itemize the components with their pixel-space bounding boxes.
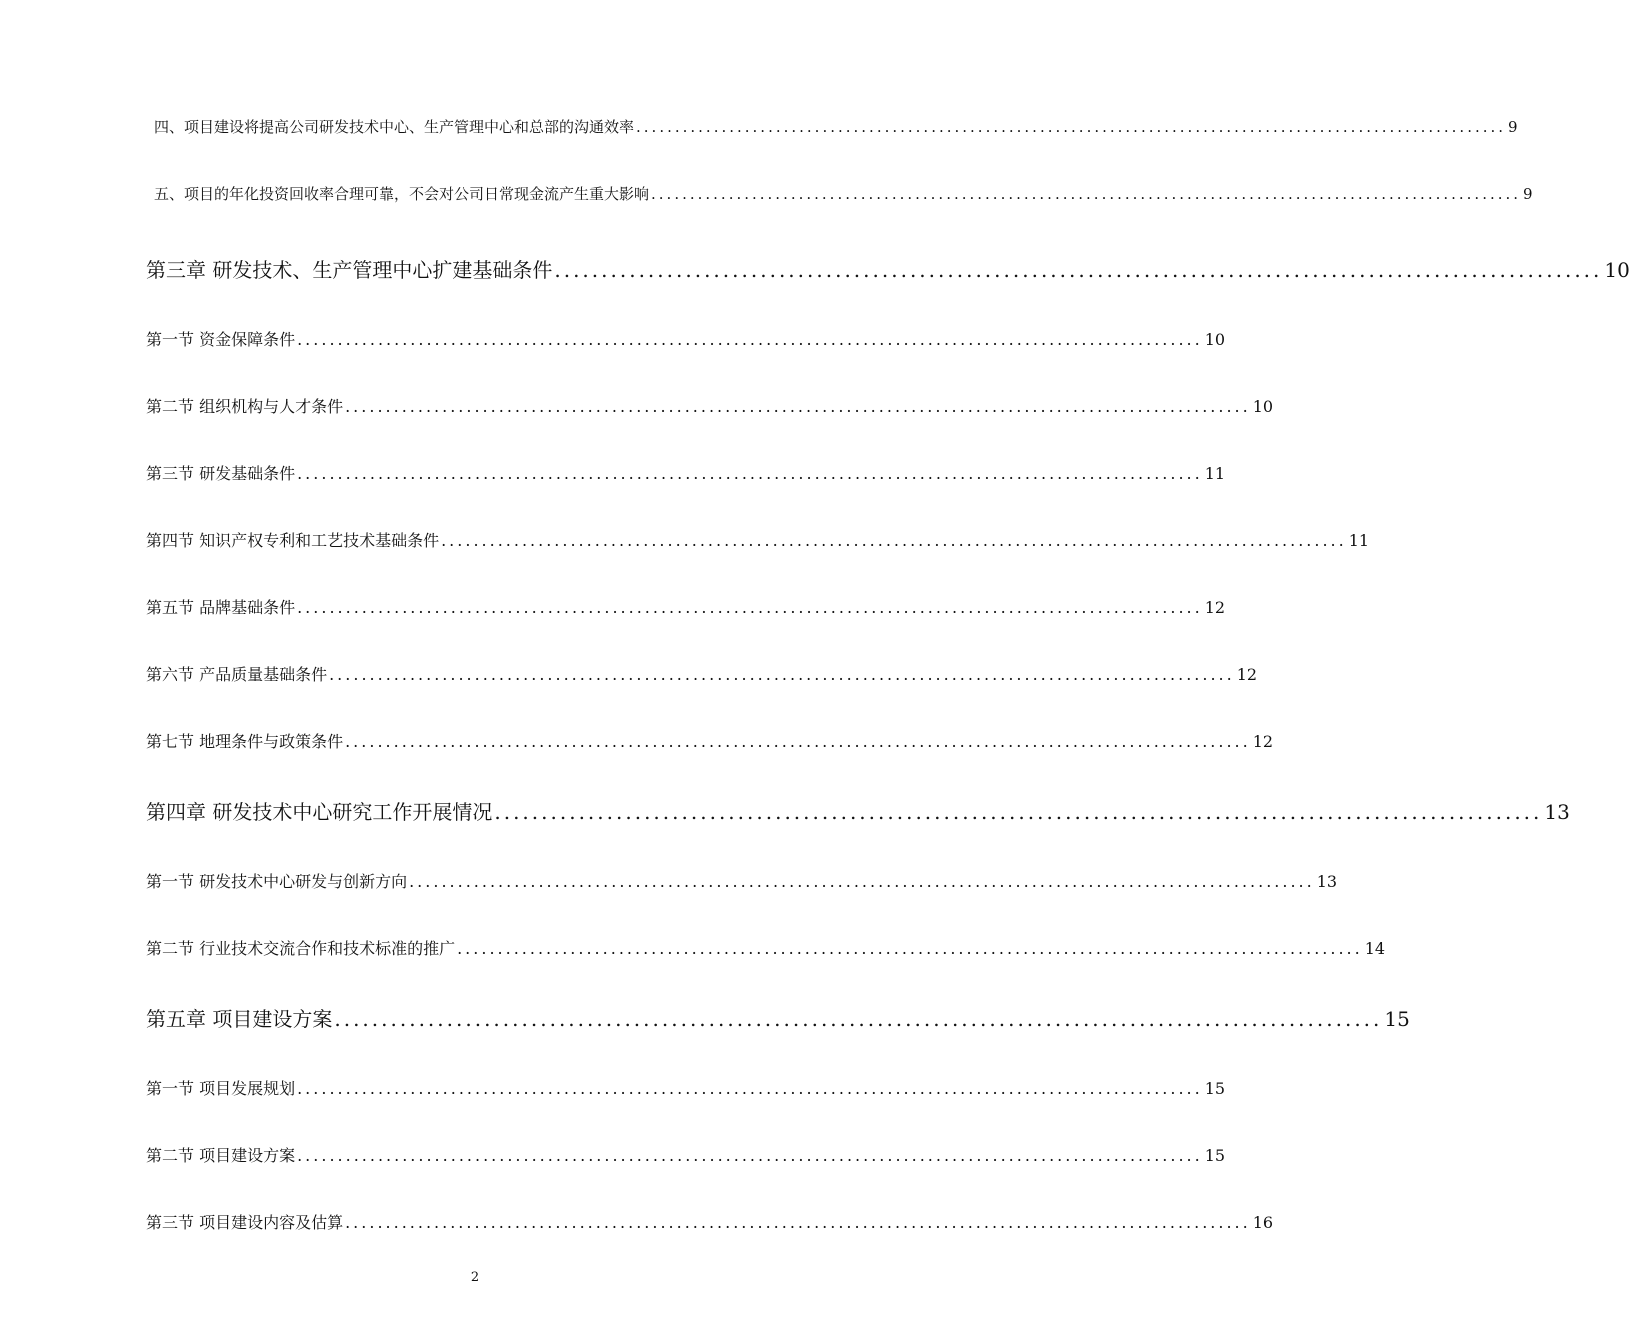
toc-dot-leader: ................................................................................................................ [345,397,1251,416]
toc-entry-page: 13 [1316,872,1338,891]
toc-section-entry[interactable] [146,1076,1226,1099]
toc-entry-title: 第四章 研发技术中心研究工作开展情况 [146,800,493,824]
toc-section-entry[interactable] [146,394,1274,417]
toc-section-entry[interactable] [146,595,1226,618]
toc-entry-page: 14 [1364,939,1386,958]
toc-dot-leader: ................................................................................................................ [345,1213,1251,1232]
toc-entry-title: 第六节 产品质量基础条件 [146,665,328,684]
toc-dot-leader: ................................................................................................................ [297,464,1203,483]
toc-section-entry[interactable] [146,936,1386,959]
toc-section-entry[interactable] [146,1210,1274,1233]
toc-dot-leader: ................................................................................................................ [651,185,1522,203]
toc-section-entry[interactable] [146,662,1258,685]
page-number: 2 [470,1270,480,1285]
toc-section-entry[interactable] [146,1143,1226,1166]
toc-entry-title: 四、项目建设将提高公司研发技术中心、生产管理中心和总部的沟通效率 [154,118,635,136]
toc-dot-leader: ................................................................................................................ [554,258,1603,282]
toc-entry-page: 16 [1252,1213,1274,1232]
toc-dot-leader: ................................................................................................................ [334,1007,1383,1031]
toc-entry-title: 第三节 研发基础条件 [146,464,296,483]
toc-entry-page: 15 [1204,1146,1226,1165]
toc-dot-leader: ................................................................................................................ [409,872,1315,891]
toc-dot-leader: ................................................................................................................ [636,118,1507,136]
toc-entry-title: 五、项目的年化投资回收率合理可靠，不会对公司日常现金流产生重大影响 [154,185,650,203]
toc-entry-page: 12 [1204,598,1226,617]
toc-chapter-entry[interactable] [146,254,1630,283]
toc-entry[interactable] [154,116,1518,137]
toc-entry-page: 10 [1204,330,1226,349]
toc-dot-leader: ................................................................................................................ [329,665,1235,684]
toc-dot-leader: ................................................................................................................ [494,800,1543,824]
toc-dot-leader: ................................................................................................................ [297,598,1203,617]
toc-entry-page: 11 [1348,531,1370,550]
toc-entry-title: 第一节 资金保障条件 [146,330,296,349]
toc-section-entry[interactable] [146,461,1226,484]
toc-entry-title: 第三章 研发技术、生产管理中心扩建基础条件 [146,258,553,282]
toc-entry[interactable] [154,183,1533,204]
toc-section-entry[interactable] [146,869,1338,892]
toc-entry-title: 第五节 品牌基础条件 [146,598,296,617]
toc-entry-title: 第三节 项目建设内容及估算 [146,1213,344,1232]
toc-dot-leader: ................................................................................................................ [297,330,1203,349]
toc-entry-title: 第五章 项目建设方案 [146,1007,333,1031]
toc-entry-title: 第七节 地理条件与政策条件 [146,732,344,751]
toc-entry-title: 第二节 组织机构与人才条件 [146,397,344,416]
toc-dot-leader: ................................................................................................................ [457,939,1363,958]
toc-entry-page: 15 [1204,1079,1226,1098]
toc-section-entry[interactable] [146,729,1274,752]
toc-entry-page: 13 [1544,800,1570,824]
toc-dot-leader: ................................................................................................................ [297,1079,1203,1098]
toc-entry-title: 第二节 项目建设方案 [146,1146,296,1165]
toc-entry-page: 15 [1384,1007,1410,1031]
toc-chapter-entry[interactable] [146,1003,1410,1032]
toc-chapter-entry[interactable] [146,796,1570,825]
toc-entry-page: 9 [1508,118,1518,136]
toc-entry-title: 第一节 项目发展规划 [146,1079,296,1098]
toc-dot-leader: ................................................................................................................ [297,1146,1203,1165]
toc-entry-page: 12 [1236,665,1258,684]
toc-entry-page: 12 [1252,732,1274,751]
toc-entry-page: 11 [1204,464,1226,483]
toc-entry-title: 第一节 研发技术中心研发与创新方向 [146,872,408,891]
toc-dot-leader: ................................................................................................................ [345,732,1251,751]
toc-entry-title: 第二节 行业技术交流合作和技术标准的推广 [146,939,456,958]
toc-entry-page: 10 [1604,258,1630,282]
toc-entry-title: 第四节 知识产权专利和工艺技术基础条件 [146,531,440,550]
toc-dot-leader: ................................................................................................................ [441,531,1347,550]
toc-entry-page: 10 [1252,397,1274,416]
toc-section-entry[interactable] [146,327,1226,350]
toc-section-entry[interactable] [146,528,1370,551]
toc-entry-page: 9 [1523,185,1533,203]
